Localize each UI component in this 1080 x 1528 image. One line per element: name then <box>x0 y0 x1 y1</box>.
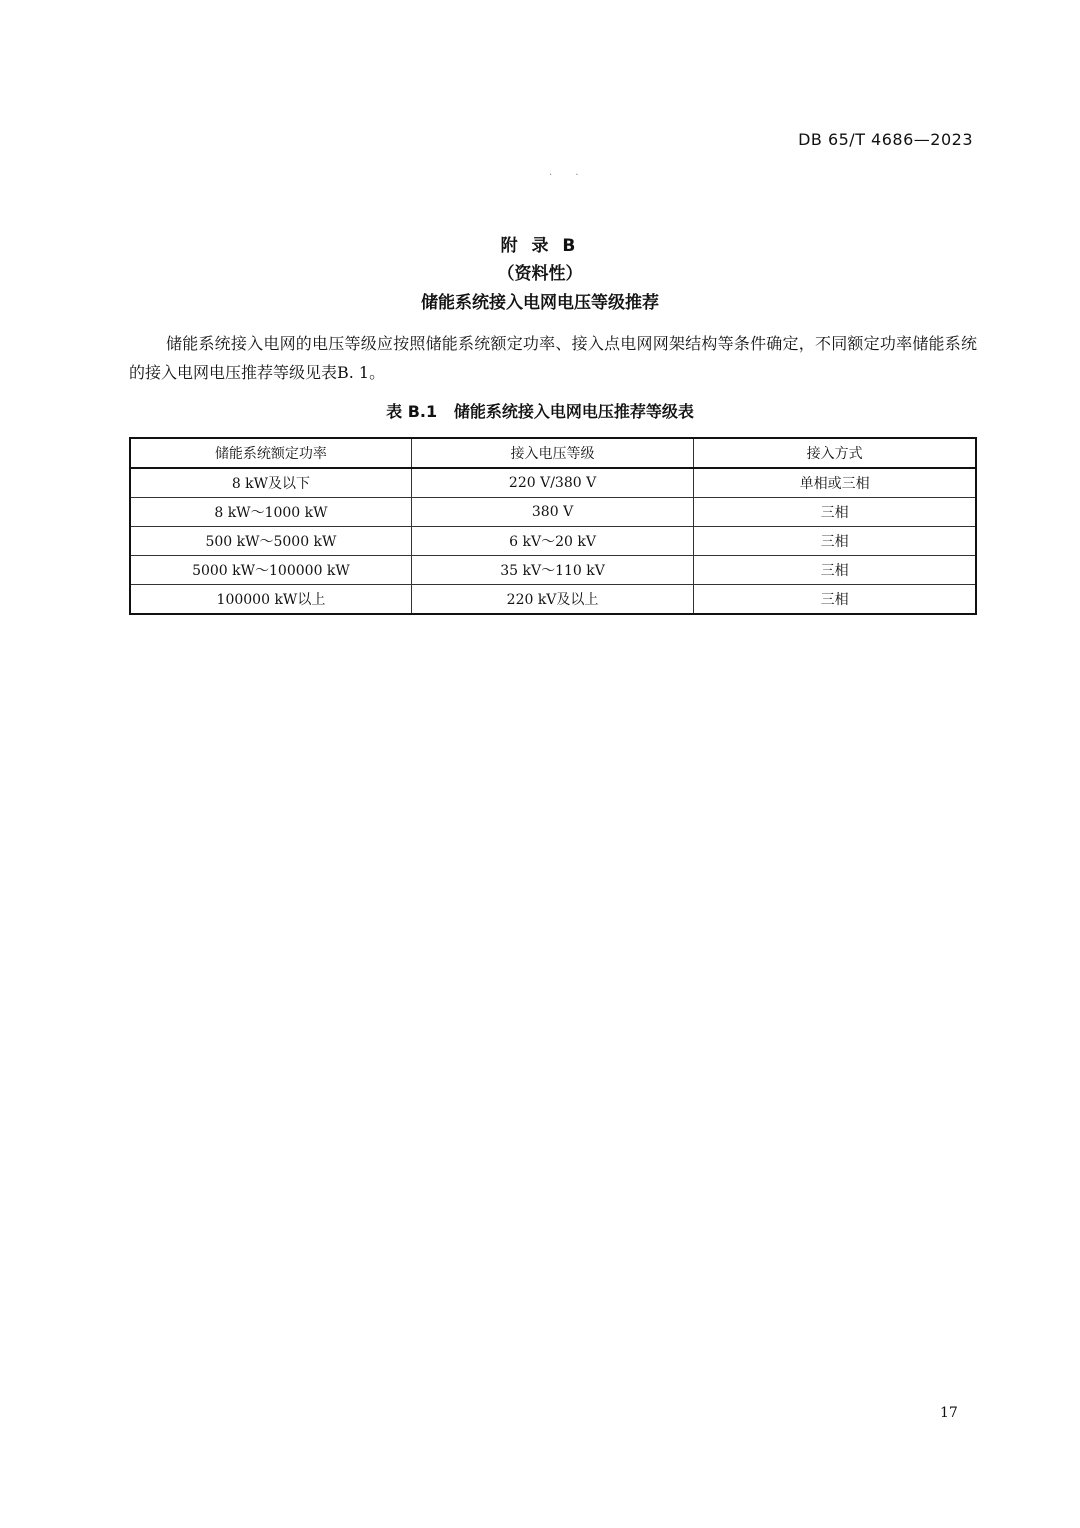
cell-voltage-level: 6 kV～20 kV <box>411 527 693 556</box>
header-rated-power: 储能系统额定功率 <box>130 438 411 468</box>
body-paragraph: 储能系统接入电网的电压等级应按照储能系统额定功率、接入点电网网架结构等条件确定，不同额定功率储能系统的接入电网电压推荐等级见表B. 1。 <box>129 334 977 382</box>
cell-rated-power: 5000 kW～100000 kW <box>130 556 411 585</box>
cell-rated-power: 500 kW～5000 kW <box>130 527 411 556</box>
voltage-level-table <box>129 437 977 615</box>
cell-connection-mode: 单相或三相 <box>694 468 976 498</box>
cell-voltage-level: 220 V/380 V <box>411 468 693 498</box>
table-caption: 表 B.1 储能系统接入电网电压推荐等级表 <box>386 402 694 421</box>
table-row <box>130 556 976 585</box>
page-number: 17 <box>940 1405 958 1421</box>
cell-voltage-level: 380 V <box>411 498 693 527</box>
cell-rated-power: 8 kW及以下 <box>130 468 411 498</box>
table-row <box>130 527 976 556</box>
cell-voltage-level: 35 kV～110 kV <box>411 556 693 585</box>
table-row <box>130 585 976 615</box>
cell-connection-mode: 三相 <box>694 527 976 556</box>
appendix-type: （资料性） <box>497 264 583 284</box>
appendix-title: 附 录 B <box>500 236 580 256</box>
header-connection-mode: 接入方式 <box>694 438 976 468</box>
cell-connection-mode: 三相 <box>694 498 976 527</box>
appendix-subtitle: 储能系统接入电网电压等级推荐 <box>421 293 659 313</box>
header-voltage-level: 接入电压等级 <box>411 438 693 468</box>
cell-rated-power: 100000 kW以上 <box>130 585 411 615</box>
scan-specks: · · <box>549 170 589 181</box>
document-code: DB 65/T 4686—2023 <box>798 130 973 149</box>
table-header-row <box>130 438 976 468</box>
table-row <box>130 498 976 527</box>
table-row <box>130 468 976 498</box>
cell-connection-mode: 三相 <box>694 556 976 585</box>
cell-voltage-level: 220 kV及以上 <box>411 585 693 615</box>
cell-connection-mode: 三相 <box>694 585 976 615</box>
cell-rated-power: 8 kW～1000 kW <box>130 498 411 527</box>
